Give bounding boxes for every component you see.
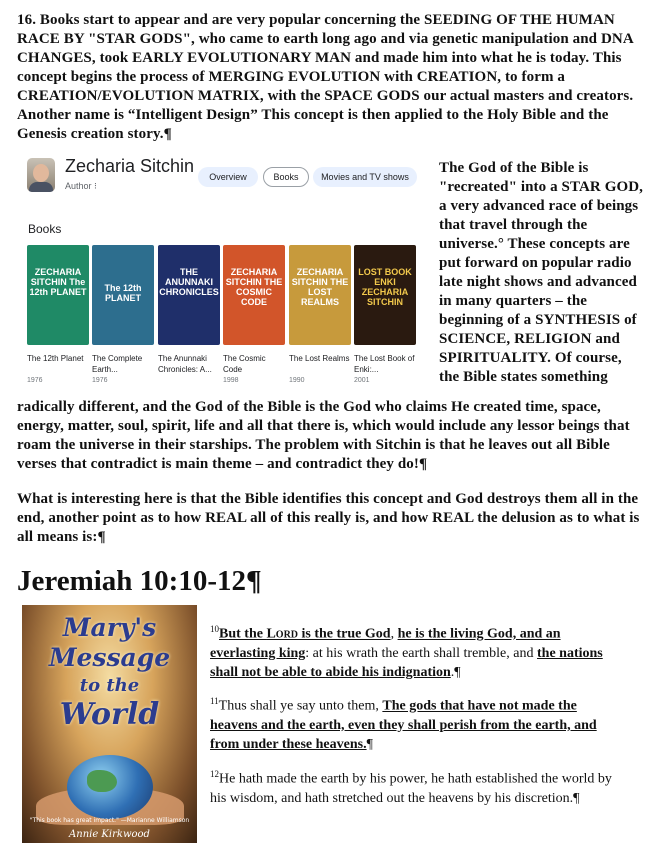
scripture-heading: Jeremiah 10:10-12¶ <box>17 565 262 597</box>
book-cover: ZECHARIA SITCHIN THE COSMIC CODE <box>223 245 285 345</box>
book-title: The Anunnaki Chronicles: A... <box>158 354 212 374</box>
book-title: The Lost Realms <box>289 354 350 363</box>
verse-text: .¶ <box>450 664 461 680</box>
verse-text: : at his wrath the earth shall tremble, and <box>305 645 537 661</box>
book-quote: "This book has great impact." —Marianne Williamson <box>29 817 190 824</box>
book-title-line: Message <box>48 643 171 672</box>
book-title: The Complete Earth... <box>92 354 143 374</box>
book-title-line: World <box>59 697 160 732</box>
book-cover: ZECHARIA SITCHIN THE LOST REALMS <box>289 245 351 345</box>
book-title-line: to the <box>79 675 140 696</box>
verse-number: 12 <box>210 769 219 779</box>
book-year: 2001 <box>354 377 370 384</box>
verse-text: But the <box>219 626 267 642</box>
verse-text: is the true God <box>298 626 391 642</box>
verse-10 <box>210 620 622 682</box>
verse-text: the nations shall not be able to abide his indignation <box>210 645 603 680</box>
book-title: The Lost Book of Enki:... <box>354 354 415 374</box>
verse-text: he is the living God, and an everlasting king <box>210 626 561 661</box>
book-year: 1976 <box>92 377 108 384</box>
book-title: The Cosmic Code <box>223 354 266 374</box>
book-card[interactable] <box>27 245 89 384</box>
book-card[interactable] <box>92 245 154 384</box>
verse-number: 11 <box>210 696 219 706</box>
book-title-line: Mary's <box>62 613 157 642</box>
tab-overview[interactable]: Overview <box>198 167 258 187</box>
tab-books[interactable]: Books <box>263 167 309 187</box>
verse-12 <box>210 765 622 808</box>
book-cover: LOST BOOK ENKI ZECHARIA SITCHIN <box>354 245 416 345</box>
author-name: Zecharia Sitchin <box>65 156 195 176</box>
book-year: 1990 <box>289 377 305 384</box>
books-heading: Books <box>28 222 62 236</box>
verse-text: ¶ <box>366 736 373 752</box>
book-year: 1976 <box>27 377 43 384</box>
author-avatar <box>27 158 55 192</box>
book-cover: THE ANUNNAKI CHRONICLES <box>158 245 220 345</box>
paragraph-continued: radically different, and the God of the Bible is the God who claims He created time, space, energy, matter, soul, spirit, life and all that there is, which would include any lessor beings that roam the universe in their starships. The problem with Sitchin is that he leaves out all Bible verses that contradict is main theme – and contradict they do!¶ <box>17 399 630 472</box>
book-card[interactable] <box>223 245 285 384</box>
book-card[interactable] <box>289 245 351 384</box>
verse-text: Lord <box>266 626 299 642</box>
verse-text: Thus shall ye say unto them, <box>218 698 383 714</box>
book-card[interactable] <box>158 245 220 377</box>
paragraph-16: 16. Books start to appear and are very popular concerning the SEEDING OF THE HUMAN RACE BY "STAR GODS", who came to earth long ago and via genetic manipulation and DNA CHANGES, took EARLY EVOLUTIONARY MAN and made him into what he is today. This concept begins the process of MERGING EVOLUTION with CREATION, to form a CREATION/EVOLUTION MATRIX, with the SPACE GODS our actual masters and creators. Another name is “Intelligent Design” This concept is then applied to the Holy Bible and the Genesis creation story.¶ <box>17 12 634 142</box>
marys-message-book-cover <box>22 605 197 843</box>
book-cover: ZECHARIA SITCHIN The 12th PLANET <box>27 245 89 345</box>
book-title: The 12th Planet <box>27 354 84 363</box>
google-author-panel <box>17 150 431 384</box>
verse-11 <box>210 692 622 754</box>
earth-landmass <box>87 770 117 792</box>
author-role: Author ⁝ <box>65 181 97 191</box>
paragraph-star-god: The God of the Bible is "recreated" into a STAR GOD, a very advanced race of beings that travel through the universe.° These concepts are put forward on popular radio late night shows and advanced in many quarters – the beginning of a SYNTHESIS of SCIENCE, RELIGION and SPIRITUALITY. Of course, the Bible states something <box>439 160 644 385</box>
book-year: 1998 <box>223 377 239 384</box>
verse-text: , <box>390 626 398 642</box>
verse-text: The gods that have not made the heavens and the earth, even they shall perish from the earth, and from under these heavens. <box>210 698 597 752</box>
paragraph-interesting: What is interesting here is that the Bible identifies this concept and God destroys them all in the end, another point as to how REAL all of this really is, and how REAL the delusion as to what is all means is:¶ <box>17 491 640 545</box>
book-card[interactable] <box>354 245 416 384</box>
book-author: Annie Kirkwood <box>69 829 150 840</box>
tab-movies-tv[interactable]: Movies and TV shows <box>313 167 417 187</box>
book-cover: The 12th PLANET <box>92 245 154 345</box>
verse-number: 10 <box>210 624 219 634</box>
verse-text: He hath made the earth by his power, he hath established the world by his wisdom, and hath stretched out the heavens by his discretion.¶ <box>210 771 612 806</box>
